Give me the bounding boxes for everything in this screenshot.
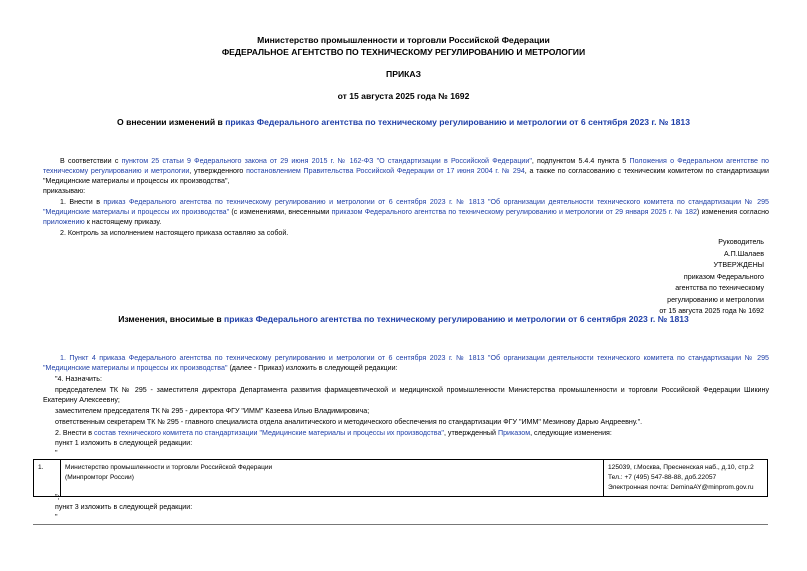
preamble-text-1: В соответствии с — [60, 157, 122, 165]
change-1-text: (далее - Приказ) изложить в следующей редакции: — [227, 364, 398, 372]
ministry-heading: Министерство промышленности и торговли Российской Федерации — [257, 35, 550, 45]
order-link[interactable]: Приказом — [497, 429, 531, 437]
appendix-link[interactable]: приложению — [43, 218, 85, 226]
committee-member-table — [33, 459, 768, 497]
item-2-paragraph: 2. Контроль за исполнением настоящего приказа оставляю за собой. — [60, 229, 289, 237]
changes-title-link[interactable]: приказ Федерального агентства по техническому регулированию и метрологии от 6 сентября 2023 г. № 1813 — [224, 314, 689, 324]
signature-position: Руководитель — [718, 238, 764, 246]
approval-line-2: приказом Федерального — [683, 272, 764, 281]
change-2-text-3: , следующие изменения: — [530, 429, 612, 437]
table-row — [34, 460, 768, 497]
quote-item-4: "4. Назначить: — [55, 375, 102, 383]
contact-address: 125039, г.Москва, Пресненская наб., д.10, стр.2 — [608, 464, 754, 471]
title-prefix: О внесении изменений в — [117, 117, 226, 127]
changes-title — [0, 314, 807, 324]
approval-block — [659, 260, 764, 318]
contacts-cell — [604, 460, 768, 497]
agency-heading: ФЕДЕРАЛЬНОЕ АГЕНТСТВО ПО ТЕХНИЧЕСКОМУ РЕГУЛИРОВАНИЮ И МЕТРОЛОГИИ — [221, 47, 586, 57]
approval-line-1: УТВЕРЖДЕНЫ — [713, 261, 764, 269]
approval-line-4: регулированию и метрологии — [667, 295, 764, 304]
organization-name: Министерство промышленности и торговли Российской Федерации — [65, 464, 273, 471]
committee-composition-link[interactable]: состав технического комитета по стандартизации "Медицинские материалы и процессы их производства" — [93, 429, 444, 437]
order-1813-link[interactable]: приказ Федерального агентства по техническому регулированию и метрологии от 6 сентября 2023 г. № 1813 "Об организации деятельности технического комитета по стандартизации № 295 "Медицинские материалы и процессы их производства" — [43, 198, 769, 216]
row-number: 1. — [34, 460, 61, 497]
preamble-paragraph — [43, 156, 769, 186]
signature-block — [718, 237, 764, 260]
contact-phone: Тел.: +7 (495) 547-88-88, доб.22057 — [608, 474, 717, 481]
quote-close: "; — [55, 493, 60, 501]
contact-email: Электронная почта: DeminaAY@minprom.gov.ru — [608, 484, 754, 491]
government-decree-link[interactable]: постановлением Правительства Российской Федерации от 17 июня 2004 г. № 294 — [246, 167, 525, 175]
item-1-text-4: к настоящему приказу. — [84, 218, 162, 226]
change-2-text-2: , утвержденный — [443, 429, 498, 437]
point-1-instruction: пункт 1 изложить в следующей редакции: — [55, 439, 193, 447]
secretary-paragraph: ответственным секретарем ТК № 295 - главного специалиста отдела аналитического и методического обеспечения по стандартизации ФГУ "ИММ" Мезинову Дарью Андреевну.". — [55, 418, 643, 426]
preamble-text-4: , а также по согласованию с техническим комитетом по стандартизации "Медицинские материалы и процессы их производства", — [43, 167, 769, 185]
regulation-link[interactable]: Положения о Федеральном агентстве по техническому регулированию и метрологии — [43, 157, 770, 175]
chairman-paragraph: председателем ТК № 295 - заместителя директора Департамента развития фармацевтической и медицинской промышленности Министерства промышленности и торговли Российской Федерации Шикину Екатерину Алексеевну; — [43, 386, 769, 404]
organization-cell — [61, 460, 604, 497]
signature-name: А.П.Шалаев — [723, 249, 764, 258]
changes-title-prefix: Изменения, вносимые в — [118, 314, 224, 324]
organization-short-name: (Минпромторг России) — [65, 474, 134, 481]
point-3-instruction: пункт 3 изложить в следующей редакции: — [55, 503, 193, 511]
item-1-text-2: (с изменениями, внесенными — [229, 208, 332, 216]
preamble-text-3: , утвержденного — [189, 167, 247, 175]
change-1-order-link[interactable]: 1. Пункт 4 приказа Федерального агентства по техническому регулированию и метрологии от 6 сентября 2023 г. № 1813 "Об организации деятельности технического комитета по стандартизации № 295 "Медицинские материалы и процессы их производства" — [43, 354, 769, 372]
doc-type-heading: ПРИКАЗ — [386, 69, 421, 79]
title-order-link[interactable]: приказ Федерального агентства по техническому регулированию и метрологии от 6 сентября 2023 г. № 1813 — [225, 117, 690, 127]
item-1-text-3: ) изменения согласно — [696, 208, 770, 216]
deputy-paragraph: заместителем председателя ТК № 295 - директора ФГУ "ИММ" Казеева Илью Владимировича; — [55, 407, 370, 415]
approval-line-5: от 15 августа 2025 года № 1692 — [659, 307, 764, 315]
bottom-divider — [33, 524, 768, 525]
item-1-text-1: 1. Внести в — [60, 198, 104, 206]
change-2-paragraph — [55, 428, 612, 438]
item-1-paragraph — [43, 197, 769, 227]
order-182-link[interactable]: приказом Федерального агентства по техническому регулированию и метрологии от 29 января 2025 г. № 182 — [331, 208, 697, 216]
approval-line-3: агентства по техническому — [675, 284, 764, 292]
federal-law-link[interactable]: пунктом 25 статьи 9 Федерального закона от 29 июня 2015 г. № 162-ФЗ "О стандартизации в Российской Федерации" — [121, 157, 532, 165]
change-1-paragraph — [43, 353, 769, 373]
page-title — [0, 117, 807, 127]
quote-open-2: " — [55, 513, 58, 521]
doc-date-heading: от 15 августа 2025 года № 1692 — [337, 91, 470, 101]
change-2-text-1: 2. Внести в — [55, 429, 94, 437]
order-word: приказываю: — [43, 187, 86, 195]
preamble-text-2: , подпунктом 5.4.4 пункта 5 — [531, 157, 630, 165]
quote-open: " — [55, 449, 58, 457]
